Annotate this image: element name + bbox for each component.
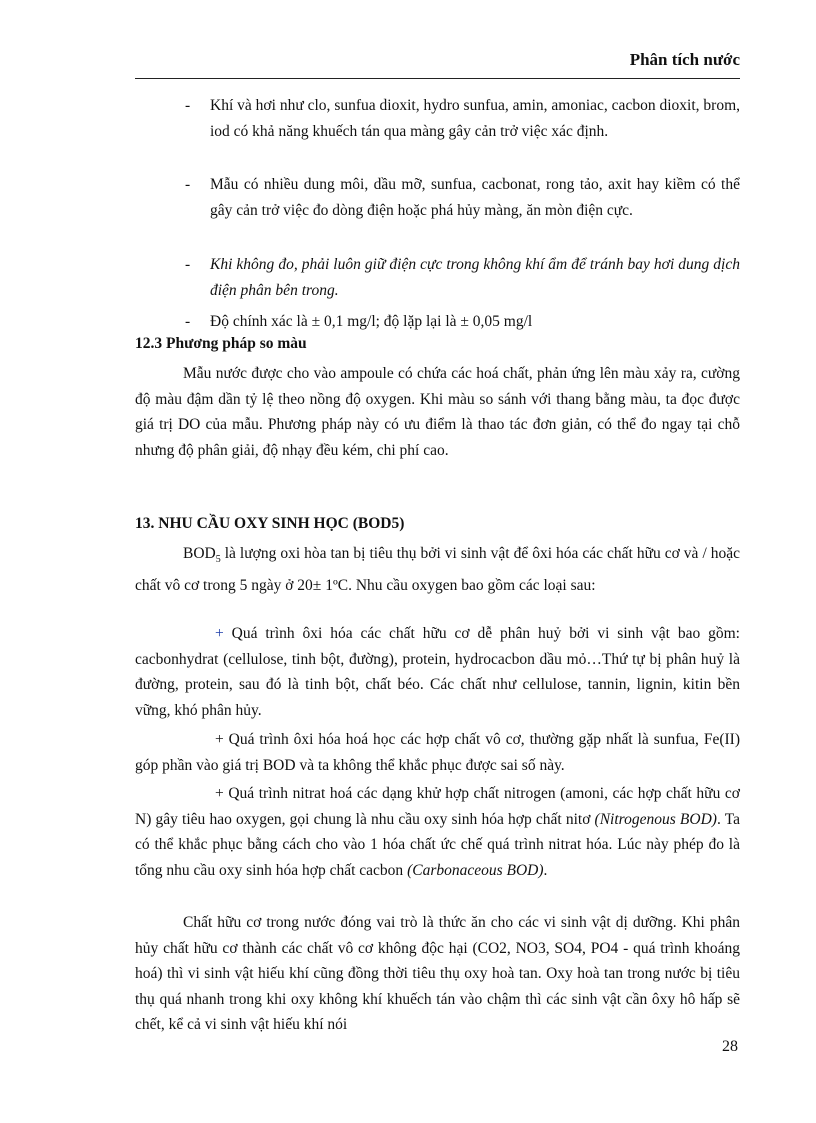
list-item-text: Quá trình ôxi hóa hoá học các hợp chất vô cơ, thường gặp nhất là sunfua, Fe(II) góp phần vào giá trị BOD và ta không thể khắc phục được sai số này. bbox=[135, 731, 740, 774]
list-item bbox=[135, 781, 740, 883]
list-item-text: Quá trình nitrat hoá các dạng khử hợp chất nitrogen (amoni, các hợp chất hữu cơ N) gây tiêu hao oxygen, gọi chung là nhu cầu oxy sinh hóa hợp chất nitơ bbox=[135, 785, 740, 828]
bullet-item bbox=[185, 309, 740, 335]
header-divider bbox=[135, 78, 740, 79]
italic-term: (Nitrogenous BOD) bbox=[594, 810, 717, 828]
paragraph: Mẫu nước được cho vào ampoule có chứa các hoá chất, phản ứng lên màu xảy ra, cường độ màu đậm dần tỷ lệ theo nồng độ oxygen. Khi màu so sánh với thang bằng màu, ta đọc được giá trị DO của mẫu. Phương pháp này có ưu điểm là thao tác đơn giản, có thể đo ngay tại chỗ nhưng độ phân giải, độ nhạy đều kém, chi phí cao. bbox=[135, 365, 740, 459]
list-item-text: Quá trình ôxi hóa các chất hữu cơ dễ phân huỷ bởi vi sinh vật bao gồm: cacbonhydrat (cellulose, tinh bột, đường), protein, hydrocacbon dầu mỏ…Thứ tự bị phân huỷ là đường, protein, sau đó là tinh bột, chất béo. Các chất như cellulose, tannin, lignin, kitin bền vững, khó phân hủy. bbox=[135, 625, 740, 719]
bullet-item bbox=[185, 252, 740, 303]
paragraph: Chất hữu cơ trong nước đóng vai trò là thức ăn cho các vi sinh vật dị dưỡng. Khi phân hủy chất hữu cơ thành các chất vô cơ không độc hại (CO2, NO3, SO4, PO4 - quá trình khoáng hoá) thì vi sinh vật hiếu khí cũng đồng thời tiêu thụ oxy hoà tan. Oxy hoà tan trong nước bị tiêu thụ quá nhanh trong khi oxy không khí khuếch tán vào chậm thì các sinh vật cần ôxy hô hấp sẽ chết, kể cả vi sinh vật hiếu khí nói bbox=[135, 914, 740, 1033]
bod-subscript: 5 bbox=[215, 554, 221, 566]
section-heading: 13. NHU CẦU OXY SINH HỌC (BOD5) bbox=[135, 515, 405, 532]
bullet-text: Khi không đo, phải luôn giữ điện cực trong không khí ẩm để tránh bay hơi dung dịch điện phân bên trong. bbox=[210, 256, 740, 299]
bullet-dash: - bbox=[185, 176, 191, 193]
list-item bbox=[135, 621, 740, 723]
plus-marker: + bbox=[215, 625, 224, 642]
bullet-item bbox=[185, 172, 740, 223]
bullet-item bbox=[185, 93, 740, 144]
plus-marker: + bbox=[215, 731, 224, 748]
section-heading: 12.3 Phương pháp so màu bbox=[135, 335, 307, 352]
bullet-dash: - bbox=[185, 97, 191, 114]
page-number: 28 bbox=[722, 1038, 738, 1055]
running-header: Phân tích nước bbox=[629, 50, 740, 69]
plus-marker: + bbox=[215, 785, 224, 802]
intro-text: là lượng oxi hòa tan bị tiêu thụ bởi vi sinh vật để ôxi hóa các chất hữu cơ và / hoặc chất vô cơ trong 5 ngày ở 20± 1ºC. Nhu cầu oxygen bao gồm các loại sau: bbox=[135, 545, 740, 594]
paragraph bbox=[135, 541, 740, 598]
list-item-text: . bbox=[543, 861, 548, 879]
list-item bbox=[135, 727, 740, 778]
italic-term: (Carbonaceous BOD) bbox=[407, 861, 544, 879]
bullet-text: Khí và hơi như clo, sunfua dioxit, hydro sunfua, amin, amoniac, cacbon dioxit, brom, iod có khả năng khuếch tán qua màng gây cản trở việc xác định. bbox=[210, 97, 740, 140]
list-item-text: . Ta có thể khắc phục bằng cách cho vào 1 hóa chất ức chế quá trình nitrat hóa. Lúc này phép đo là tổng nhu cầu oxy sinh hóa hợp chất cacbon bbox=[135, 810, 740, 879]
bod-label: BOD bbox=[183, 545, 216, 562]
bullet-dash: - bbox=[185, 313, 191, 330]
bullet-text: Độ chính xác là ± 0,1 mg/l; độ lặp lại là ± 0,05 mg/l bbox=[210, 313, 533, 330]
bullet-text: Mẫu có nhiều dung môi, dầu mỡ, sunfua, cacbonat, rong tảo, axit hay kiềm có thể gây cản trở việc đo dòng điện hoặc phá hủy màng, ăn mòn điện cực. bbox=[210, 176, 740, 219]
bullet-dash: - bbox=[185, 256, 191, 273]
